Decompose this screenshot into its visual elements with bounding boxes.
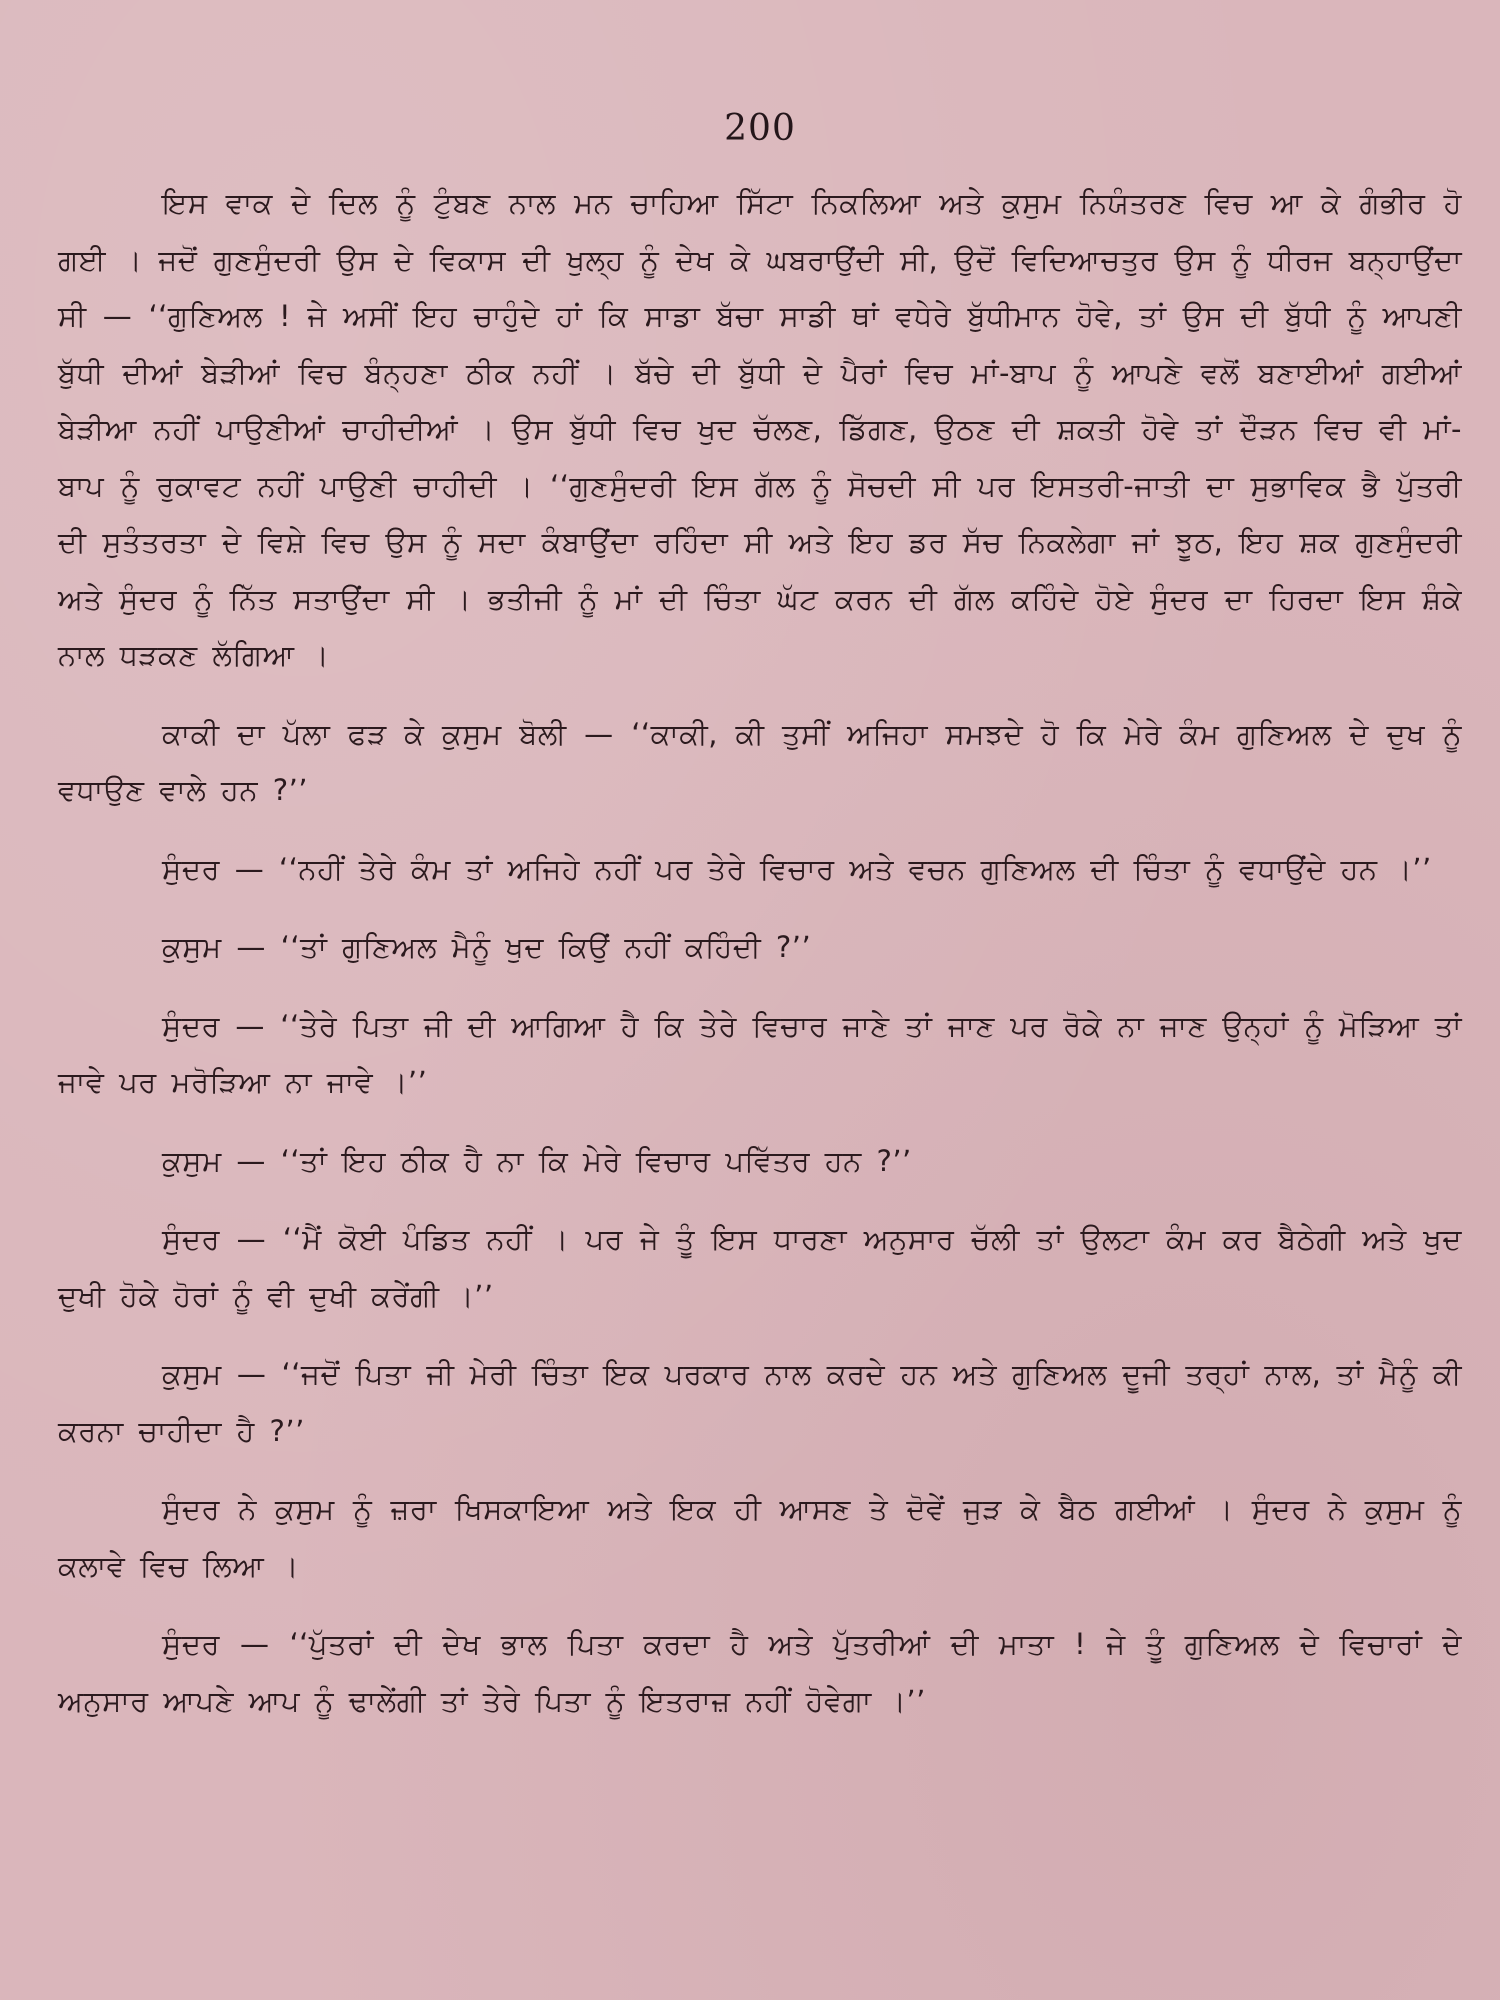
paragraph: ਸੁੰਦਰ — ‘‘ਮੈਂ ਕੋਈ ਪੰਡਿਤ ਨਹੀਂ । ਪਰ ਜੇ ਤੂੰ ਇਸ ਧਾਰਣਾ ਅਨੁਸਾਰ ਚੱਲੀ ਤਾਂ ਉਲਟਾ ਕੰਮ ਕਰ ਬੈਠੇਗੀ ਅਤੇ ਖੁਦ ਦੁਖੀ ਹੋਕੇ ਹੋਰਾਂ ਨੂੰ ਵੀ ਦੁਖੀ ਕਰੇਂਗੀ ।’’ xyxy=(58,1222,1462,1313)
paragraph: ਕਾਕੀ ਦਾ ਪੱਲਾ ਫੜ ਕੇ ਕੁਸੁਮ ਬੋਲੀ — ‘‘ਕਾਕੀ, ਕੀ ਤੁਸੀਂ ਅਜਿਹਾ ਸਮਝਦੇ ਹੋ ਕਿ ਮੇਰੇ ਕੰਮ ਗੁਣਿਅਲ ਦੇ ਦੁਖ ਨੂੰ ਵਧਾਉਣ ਵਾਲੇ ਹਨ ?’’ xyxy=(58,716,1462,807)
paragraph: ਕੁਸੁਮ — ‘‘ਤਾਂ ਗੁਣਿਅਲ ਮੈਨੂੰ ਖੁਦ ਕਿਉਂ ਨਹੀਂ ਕਹਿੰਦੀ ?’’ xyxy=(162,930,812,964)
paragraph: ਸੁੰਦਰ ਨੇ ਕੁਸੁਮ ਨੂੰ ਜ਼ਰਾ ਖਿਸਕਾਇਆ ਅਤੇ ਇਕ ਹੀ ਆਸਣ ਤੇ ਦੋਵੇਂ ਜੁੜ ਕੇ ਬੈਠ ਗਈਆਂ । ਸੁੰਦਰ ਨੇ ਕੁਸੁਮ ਨੂੰ ਕਲਾਵੇ ਵਿਚ ਲਿਆ । xyxy=(58,1492,1462,1583)
paragraph: ਸੁੰਦਰ — ‘‘ਨਹੀਂ ਤੇਰੇ ਕੰਮ ਤਾਂ ਅਜਿਹੇ ਨਹੀਂ ਪਰ ਤੇਰੇ ਵਿਚਾਰ ਅਤੇ ਵਚਨ ਗੁਣਿਅਲ ਦੀ ਚਿੰਤਾ ਨੂੰ ਵਧਾਉਂਦੇ ਹਨ ।’’ xyxy=(162,851,1432,886)
paragraph: ਸੁੰਦਰ — ‘‘ਪੁੱਤਰਾਂ ਦੀ ਦੇਖ ਭਾਲ ਪਿਤਾ ਕਰਦਾ ਹੈ ਅਤੇ ਪੁੱਤਰੀਆਂ ਦੀ ਮਾਤਾ ! ਜੇ ਤੂੰ ਗੁਣਿਅਲ ਦੇ ਵਿਚਾਰਾਂ ਦੇ ਅਨੁਸਾਰ ਆਪਣੇ ਆਪ ਨੂੰ ਢਾਲੇਂਗੀ ਤਾਂ ਤੇਰੇ ਪਿਤਾ ਨੂੰ ਇਤਰਾਜ਼ ਨਹੀਂ ਹੋਵੇਗਾ ।’’ xyxy=(58,1627,1462,1718)
paragraph: ਇਸ ਵਾਕ ਦੇ ਦਿਲ ਨੂੰ ਟੁੰਬਣ ਨਾਲ ਮਨ ਚਾਹਿਆ ਸਿੱਟਾ ਨਿਕਲਿਆ ਅਤੇ ਕੁਸੁਮ ਨਿਯੰਤਰਣ ਵਿਚ ਆ ਕੇ ਗੰਭੀਰ ਹੋ ਗਈ । ਜਦੋਂ ਗੁਣਸੁੰਦਰੀ ਉਸ ਦੇ ਵਿਕਾਸ ਦੀ ਖੁਲ੍ਹ ਨੂੰ ਦੇਖ ਕੇ ਘਬਰਾਉਂਦੀ ਸੀ, ਉਦੋਂ ਵਿਦਿਆਚਤੁਰ ਉਸ ਨੂੰ ਧੀਰਜ ਬਨ੍ਹਾਉਂਦਾ ਸੀ — ‘‘ਗੁਣਿਅਲ ! ਜੇ ਅਸੀਂ ਇਹ ਚਾਹੁੰਦੇ ਹਾਂ ਕਿ ਸਾਡਾ ਬੱਚਾ ਸਾਡੀ ਥਾਂ ਵਧੇਰੇ ਬੁੱਧੀਮਾਨ ਹੋਵੇ, ਤਾਂ ਉਸ ਦੀ ਬੁੱਧੀ ਨੂੰ ਆਪਣੀ ਬੁੱਧੀ ਦੀਆਂ ਬੇੜੀਆਂ ਵਿਚ ਬੰਨ੍ਹਣਾ ਠੀਕ ਨਹੀਂ । ਬੱਚੇ ਦੀ ਬੁੱਧੀ ਦੇ ਪੈਰਾਂ ਵਿਚ ਮਾਂ-ਬਾਪ ਨੂੰ ਆਪਣੇ ਵਲੋਂ ਬਣਾਈਆਂ ਗਈਆਂ ਬੇੜੀਆ ਨਹੀਂ ਪਾਉਣੀਆਂ ਚਾਹੀਦੀਆਂ । ਉਸ ਬੁੱਧੀ ਵਿਚ ਖੁਦ ਚੱਲਣ, ਡਿੱਗਣ, ਉਠਣ ਦੀ ਸ਼ਕਤੀ ਹੋਵੇ ਤਾਂ ਦੌੜਨ ਵਿਚ ਵੀ ਮਾਂ-ਬਾਪ ਨੂੰ ਰੁਕਾਵਟ ਨਹੀਂ ਪਾਉਣੀ ਚਾਹੀਦੀ । ‘‘ਗੁਣਸੁੰਦਰੀ ਇਸ ਗੱਲ ਨੂੰ ਸੋਚਦੀ ਸੀ ਪਰ ਇਸਤਰੀ-ਜਾਤੀ ਦਾ ਸੁਭਾਵਿਕ ਭੈ ਪੁੱਤਰੀ ਦੀ ਸੁਤੰਤਰਤਾ ਦੇ ਵਿਸ਼ੇ ਵਿਚ ਉਸ ਨੂੰ ਸਦਾ ਕੰਬਾਉਂਦਾ ਰਹਿੰਦਾ ਸੀ ਅਤੇ ਇਹ ਡਰ ਸੱਚ ਨਿਕਲੇਗਾ ਜਾਂ ਝੂਠ, ਇਹ ਸ਼ਕ ਗੁਣਸੁੰਦਰੀ ਅਤੇ ਸੁੰਦਰ ਨੂੰ ਨਿੱਤ ਸਤਾਉਂਦਾ ਸੀ । ਭਤੀਜੀ ਨੂੰ ਮਾਂ ਦੀ ਚਿੰਤਾ ਘੱਟ ਕਰਨ ਦੀ ਗੱਲ ਕਹਿੰਦੇ ਹੋਏ ਸੁੰਦਰ ਦਾ ਹਿਰਦਾ ਇਸ ਸ਼ੰਕੇ ਨਾਲ ਧੜਕਣ ਲੱਗਿਆ । xyxy=(58,186,1462,672)
paragraph: ਸੁੰਦਰ — ‘‘ਤੇਰੇ ਪਿਤਾ ਜੀ ਦੀ ਆਗਿਆ ਹੈ ਕਿ ਤੇਰੇ ਵਿਚਾਰ ਜਾਣੇ ਤਾਂ ਜਾਣ ਪਰ ਰੋਕੇ ਨਾ ਜਾਣ ਉਨ੍ਹਾਂ ਨੂੰ ਮੋੜਿਆ ਤਾਂ ਜਾਵੇ ਪਰ ਮਰੋੜਿਆ ਨਾ ਜਾਵੇ ।’’ xyxy=(58,1008,1462,1099)
paragraph: ਕੁਸੁਮ — ‘‘ਤਾਂ ਇਹ ਠੀਕ ਹੈ ਨਾ ਕਿ ਮੇਰੇ ਵਿਚਾਰ ਪਵਿੱਤਰ ਹਨ ?’’ xyxy=(162,1143,912,1178)
page-number: 200 xyxy=(724,108,796,149)
page-body-text xyxy=(58,175,1462,1729)
paragraph: ਕੁਸੁਮ — ‘‘ਜਦੋਂ ਪਿਤਾ ਜੀ ਮੇਰੀ ਚਿੰਤਾ ਇਕ ਪਰਕਾਰ ਨਾਲ ਕਰਦੇ ਹਨ ਅਤੇ ਗੁਣਿਅਲ ਦੂਜੀ ਤਰ੍ਹਾਂ ਨਾਲ, ਤਾਂ ਮੈਨੂੰ ਕੀ ਕਰਨਾ ਚਾਹੀਦਾ ਹੈ ?’’ xyxy=(58,1357,1462,1448)
